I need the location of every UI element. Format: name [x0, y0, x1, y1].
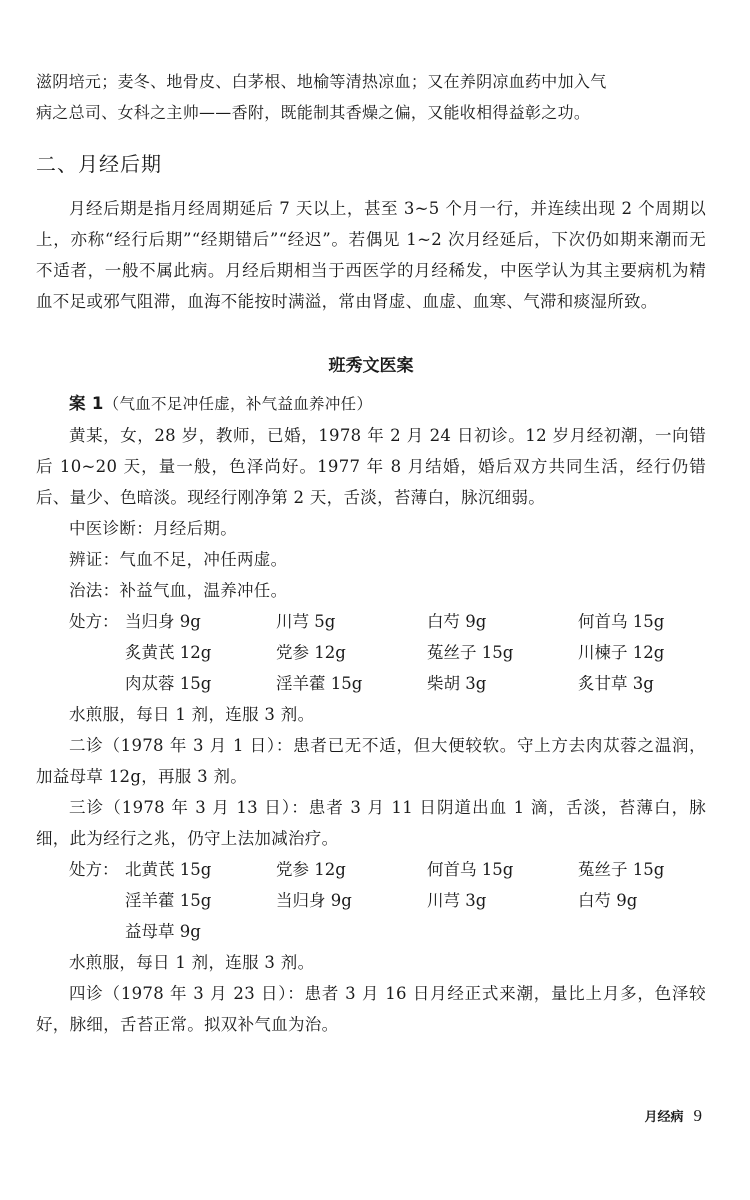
- herb-item: 柴胡 3g: [427, 674, 487, 693]
- case-diagnosis: 中医诊断：月经后期。: [69, 519, 237, 538]
- herb-item: 何首乌 15g: [427, 860, 514, 879]
- prescription-1: [36, 606, 706, 699]
- prescription-row: [69, 885, 706, 916]
- herb-item: 川芎 3g: [427, 891, 487, 910]
- herb-item: 北黄芪 15g: [125, 860, 212, 879]
- herb-item: 益母草 9g: [125, 922, 201, 941]
- visit-2: 二诊（1978 年 3 月 1 日）：患者已无不适，但大便较软。守上方去肉苁蓉之温润，加益母草 12g，再服 3 剂。: [36, 736, 706, 786]
- herb-item: 当归身 9g: [125, 612, 201, 631]
- prescription-label: 处方：: [69, 860, 119, 879]
- herb-item: 白芍 9g: [578, 891, 638, 910]
- page-footer: [644, 1106, 702, 1126]
- prescription-2: [36, 854, 706, 947]
- visit-3: 三诊（1978 年 3 月 13 日）：患者 3 月 11 日阴道出血 1 滴，舌淡，苔薄白，脉细，此为经行之兆，仍守上法加减治疗。: [36, 798, 706, 848]
- running-title: 月经病: [644, 1110, 684, 1125]
- intro-line-1: 滋阴培元；麦冬、地骨皮、白茅根、地榆等清热凉血；又在养阴凉血药中加入气: [36, 72, 607, 91]
- herb-item: 党参 12g: [276, 860, 346, 879]
- section-title: 二、月经后期: [36, 152, 162, 176]
- herb-item: 川楝子 12g: [578, 643, 665, 662]
- herb-item: 党参 12g: [276, 643, 346, 662]
- prescription-label: 处方：: [69, 612, 119, 631]
- herb-item: 炙甘草 3g: [578, 674, 654, 693]
- usage-1: 水煎服，每日 1 剂，连服 3 剂。: [69, 705, 315, 724]
- case-syndrome: 辨证：气血不足，冲任两虚。: [69, 550, 288, 569]
- prescription-row: [69, 854, 706, 885]
- intro-line-2: 病之总司、女科之主帅——香附，既能制其香燥之偏，又能收相得益彰之功。: [36, 103, 591, 122]
- herb-item: 淫羊藿 15g: [125, 891, 212, 910]
- prescription-row: [69, 668, 706, 699]
- case-label: 案 1: [69, 394, 104, 413]
- case-history: 黄某，女，28 岁，教师，已婚，1978 年 2 月 24 日初诊。12 岁月经初潮，一向错后 10~20 天，量一般，色泽尚好。1977 年 8 月结婚，婚后双方共同生活，经行仍错后、量少、色暗淡。现经行刚净第 2 天，舌淡，苔薄白，脉沉细弱。: [36, 426, 706, 507]
- page-content: [36, 66, 706, 1040]
- prescription-row: [69, 606, 706, 637]
- prescription-row: [69, 916, 706, 947]
- herb-item: 当归身 9g: [276, 891, 352, 910]
- herb-item: 川芎 5g: [276, 612, 336, 631]
- visit-4: 四诊（1978 年 3 月 23 日）：患者 3 月 16 日月经正式来潮，量比上月多，色泽较好，脉细，舌苔正常。拟双补气血为治。: [36, 984, 706, 1034]
- case-treatment: 治法：补益气血，温养冲任。: [69, 581, 288, 600]
- page-number: 9: [693, 1106, 702, 1125]
- case-subtitle: （气血不足冲任虚，补气益血养冲任）: [103, 395, 373, 413]
- case-title: [36, 388, 706, 420]
- usage-2: 水煎服，每日 1 剂，连服 3 剂。: [69, 953, 315, 972]
- prescription-row: [69, 637, 706, 668]
- herb-item: 淫羊藿 15g: [276, 674, 363, 693]
- herb-item: 何首乌 15g: [578, 612, 665, 631]
- herb-item: 炙黄芪 12g: [125, 643, 212, 662]
- herb-item: 白芍 9g: [427, 612, 487, 631]
- herb-item: 肉苁蓉 15g: [125, 674, 212, 693]
- case-heading: 班秀文医案: [328, 356, 414, 376]
- section-body: 月经后期是指月经周期延后 7 天以上，甚至 3~5 个月一行，并连续出现 2 个周期以上，亦称“经行后期”“经期错后”“经迟”。若偶见 1~2 次月经延后，下次仍如期来潮而无不适者，一般不属此病。月经后期相当于西医学的月经稀发，中医学认为其主要病机为精血不足或邪气阻滞，血海不能按时满溢，常由肾虚、血虚、血寒、气滞和痰湿所致。: [36, 199, 706, 311]
- herb-item: 菟丝子 15g: [427, 643, 514, 662]
- herb-item: 菟丝子 15g: [578, 860, 665, 879]
